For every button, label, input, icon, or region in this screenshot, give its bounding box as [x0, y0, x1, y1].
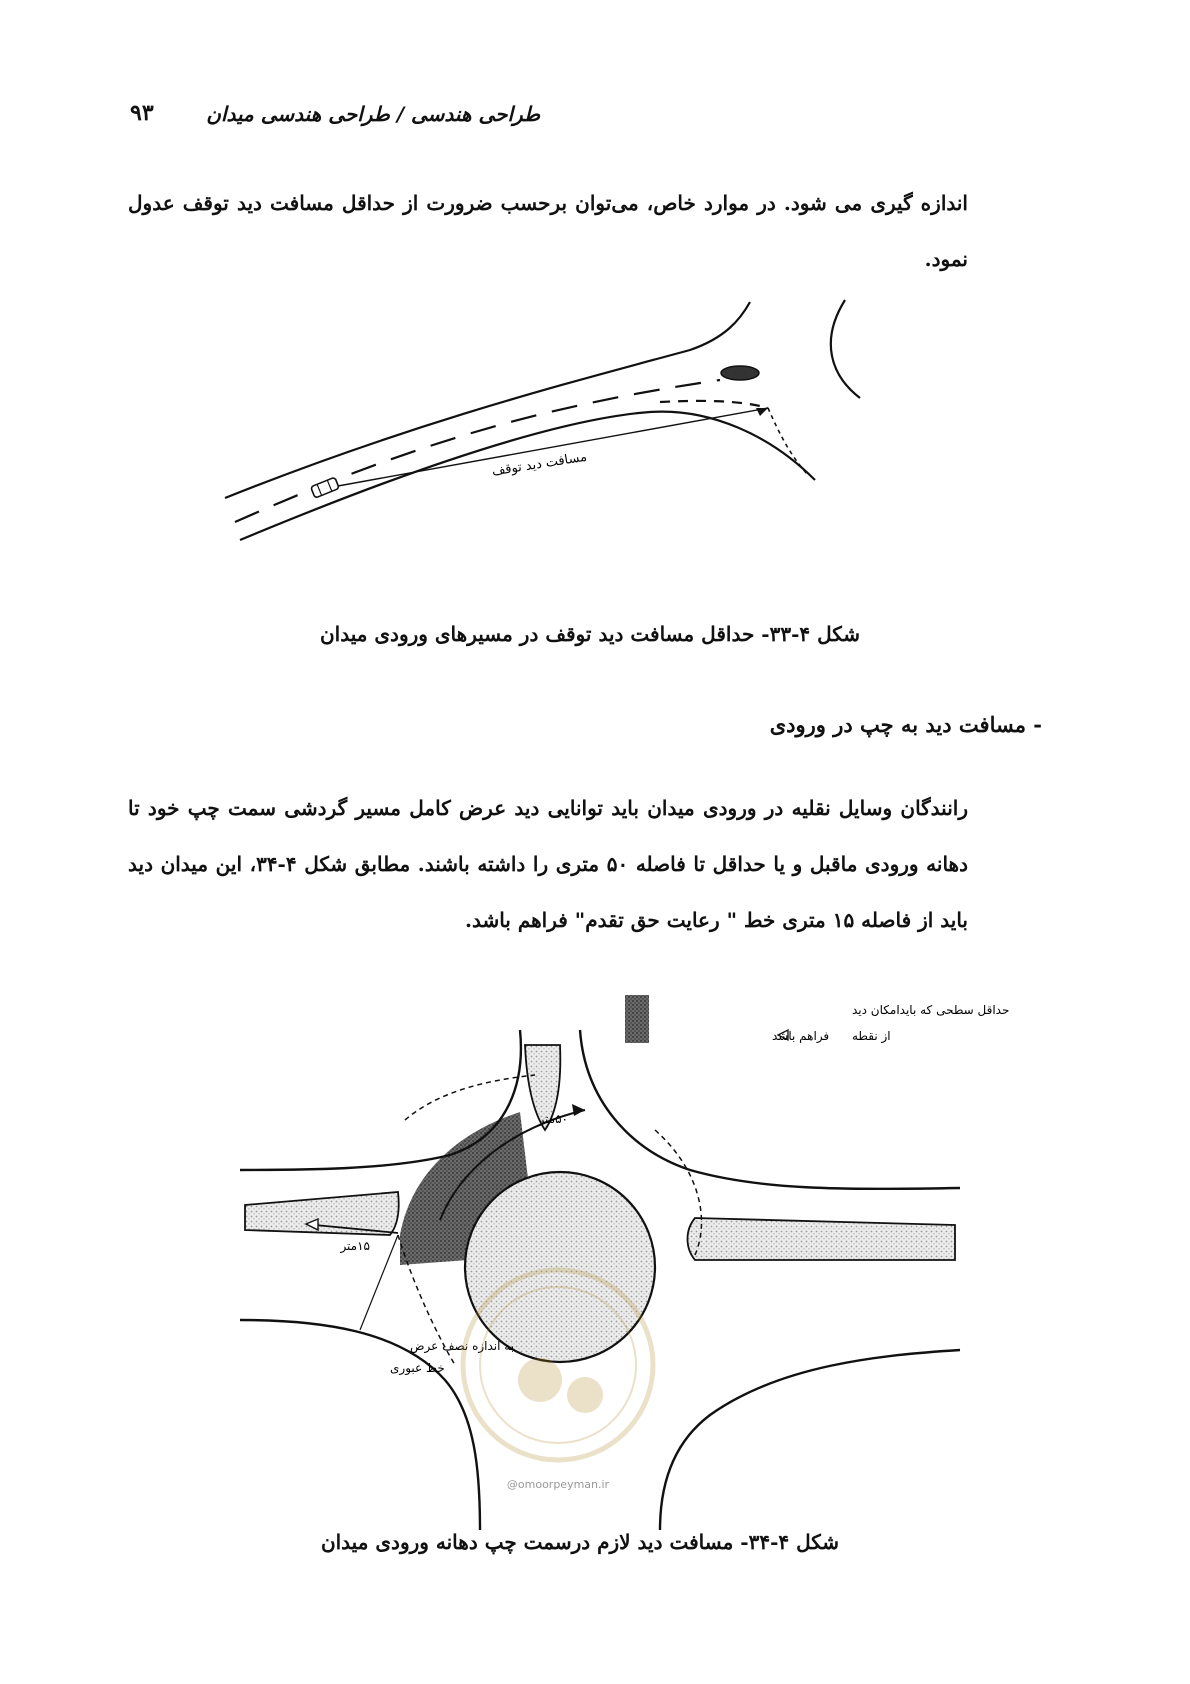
- watermark-text: @omoorpeyman.ir: [506, 1478, 610, 1491]
- figure-stopping-sight-distance: [220, 290, 980, 590]
- legend-line3: فراهم باشد: [772, 1029, 830, 1043]
- car-icon: [311, 477, 340, 498]
- legend-line1: حداقل سطحی که بایدامکان دید: [852, 1003, 1010, 1017]
- figure1-caption: شکل ۴-۳۳- حداقل مسافت دید توقف در مسیرهای ورودی میدان: [319, 622, 861, 646]
- figure2-caption: شکل ۴-۳۴- مسافت دید لازم درسمت چپ دهانه ورودی میدان: [320, 1530, 840, 1554]
- label-15m: ۱۵متر: [340, 1239, 370, 1253]
- splitter-island-east: [688, 1218, 956, 1260]
- curb-dashed: [768, 408, 808, 475]
- paragraph-left-sight: رانندگان وسایل نقلیه در ورودی میدان باید توانایی دید عرض کامل مسیر گردشی سمت چپ خود تا دهانه ورودی ماقبل و یا حداقل تا فاصله ۵۰ متری را داشته باشند. مطابق شکل ۴-۳۴، این میدان دید باید از فاصله ۱۵ متری خط " رعایت حق تقدم" فراهم باشد.: [128, 796, 968, 932]
- roundabout-arc: [831, 300, 860, 398]
- sight-line: [338, 408, 768, 486]
- running-header: طراحی هندسی / طراحی هندسی میدان: [206, 102, 540, 126]
- legend-swatch: [625, 995, 649, 1043]
- road-edge-upper: [225, 302, 750, 498]
- paragraph-stopping-sight: اندازه گیری می شود. در موارد خاص، می‌توان برحسب ضرورت از حداقل مسافت دید توقف عدول نمود.: [128, 191, 968, 271]
- note-line1: به اندازه نصف عرض: [410, 1339, 515, 1353]
- road-edge-se: [660, 1350, 960, 1530]
- dashed-boundary-north: [405, 1075, 535, 1120]
- legend-line2: از نقطه: [852, 1029, 891, 1043]
- road-edge-ne: [580, 1030, 960, 1189]
- vehicle-path-dashed: [660, 401, 768, 408]
- central-island: [465, 1172, 655, 1362]
- figure-left-sight-roundabout: [240, 1003, 1010, 1530]
- arrowhead-50m: [572, 1104, 585, 1116]
- note-line2: خط عبوری: [390, 1361, 445, 1375]
- sight-distance-label: مسافت دید توقف: [490, 449, 589, 480]
- splitter-island-west: [245, 1192, 399, 1235]
- obstacle-shape: [721, 366, 759, 380]
- page-number: ۹۳: [130, 100, 154, 126]
- label-50m: ۵۰متر: [538, 1112, 568, 1126]
- road-edge-lower: [240, 412, 815, 540]
- section-heading: - مسافت دید به چپ در ورودی: [769, 712, 1042, 737]
- sight-arrowhead: [756, 408, 768, 416]
